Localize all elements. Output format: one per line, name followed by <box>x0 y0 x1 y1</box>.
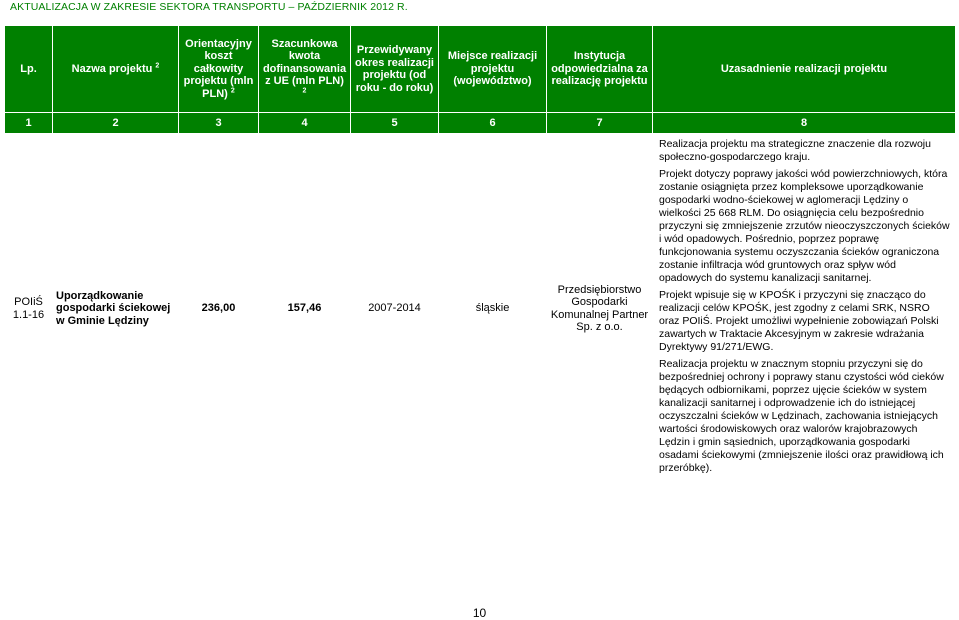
header-region: Miejsce realizacji projektu (województwo) <box>439 26 547 113</box>
column-number: 8 <box>653 113 956 134</box>
table-row <box>5 134 956 484</box>
justification-paragraph: Projekt dotyczy poprawy jakości wód powierzchniowych, która zostanie osiągnięta przez kompleksowe uporządkowanie gospodarki wodno-ściekowej w aglomeracji Lędziny o wielkości 25 668 RLM. Do osiągnięcia celu bezpośrednio przyczyni się zmniejszenie zrzutów nieoczyszczonych ścieków i wód opadowych. Pośrednio, poprzez poprawę funkcjonowania systemu oczyszczania ścieków ograniczona zostanie infiltracja wód gruntowych oraz spływ wód opadowych do systemu kanalizacji sanitarnej. <box>659 168 950 284</box>
column-number: 5 <box>351 113 439 134</box>
project-region: śląskie <box>439 134 547 484</box>
page-number: 10 <box>472 606 487 620</box>
header-eu-funding: Szacunkowa kwota dofinansowania z UE (mln PLN) $^2$ <box>259 26 351 113</box>
column-number: 7 <box>547 113 653 134</box>
project-name: Uporządkowanie gospodarki ściekowej w Gminie Lędziny <box>53 134 179 484</box>
column-number: 4 <box>259 113 351 134</box>
column-number: 1 <box>5 113 53 134</box>
running-header: AKTUALIZACJA W ZAKRESIE SEKTORA TRANSPORTU – PAŹDZIERNIK 2012 R. <box>10 1 408 13</box>
project-period: 2007-2014 <box>351 134 439 484</box>
project-eu-funding: 157,46 <box>259 134 351 484</box>
column-number: 6 <box>439 113 547 134</box>
header-total-cost: Orientacyjny koszt całkowity projektu (mln PLN) $^2$ <box>179 26 259 113</box>
project-table <box>4 25 956 484</box>
header-row <box>5 26 956 113</box>
header-period: Przewidywany okres realizacji projektu (od roku - do roku) <box>351 26 439 113</box>
header-project-name: Nazwa projektu $^2$ <box>53 26 179 113</box>
justification-paragraph: Realizacja projektu ma strategiczne znaczenie dla rozwoju społeczno-gospodarczego kraju. <box>659 138 931 163</box>
project-justification <box>653 134 956 484</box>
header-justification: Uzasadnienie realizacji projektu <box>653 26 956 113</box>
column-number: 3 <box>179 113 259 134</box>
project-institution: Przedsiębiorstwo Gospodarki Komunalnej Partner Sp. z o.o. <box>547 134 653 484</box>
header-lp: Lp. <box>5 26 53 113</box>
justification-paragraph: Projekt wpisuje się w KPOŚK i przyczyni się znacząco do realizacji celów KPOŚK, jest zgodny z celami SRK, NSRO oraz POIiŚ. Projekt umożliwi wypełnienie zobowiązań Polski zawartych w Traktacie Akcesyjnym w zakresie wdrażania Dyrektywy 91/271/EWG. <box>659 289 939 353</box>
header-institution: Instytucja odpowiedzialna za realizację projektu <box>547 26 653 113</box>
justification-paragraph: Realizacja projektu w znacznym stopniu przyczyni się do bezpośredniej ochrony i poprawy stanu czystości wód cieków będących odbiornikami, poprzez ujęcie ścieków w system kanalizacji sanitarnej i odprowadzenie ich do istniejącej oczyszczalni ścieków w Lędzinach, zachowania istniejących wartości środowiskowych oraz walorów krajobrazowych Lędzin i gmin sąsiednich, uporządkowania gospodarki osadami ściekowymi (zmniejszenie ilości oraz prawidłową ich przeróbkę). <box>659 358 944 474</box>
project-lp: POIiŚ 1.1-16 <box>5 134 53 484</box>
column-number: 2 <box>53 113 179 134</box>
column-number-row <box>5 113 956 134</box>
project-total-cost: 236,00 <box>179 134 259 484</box>
